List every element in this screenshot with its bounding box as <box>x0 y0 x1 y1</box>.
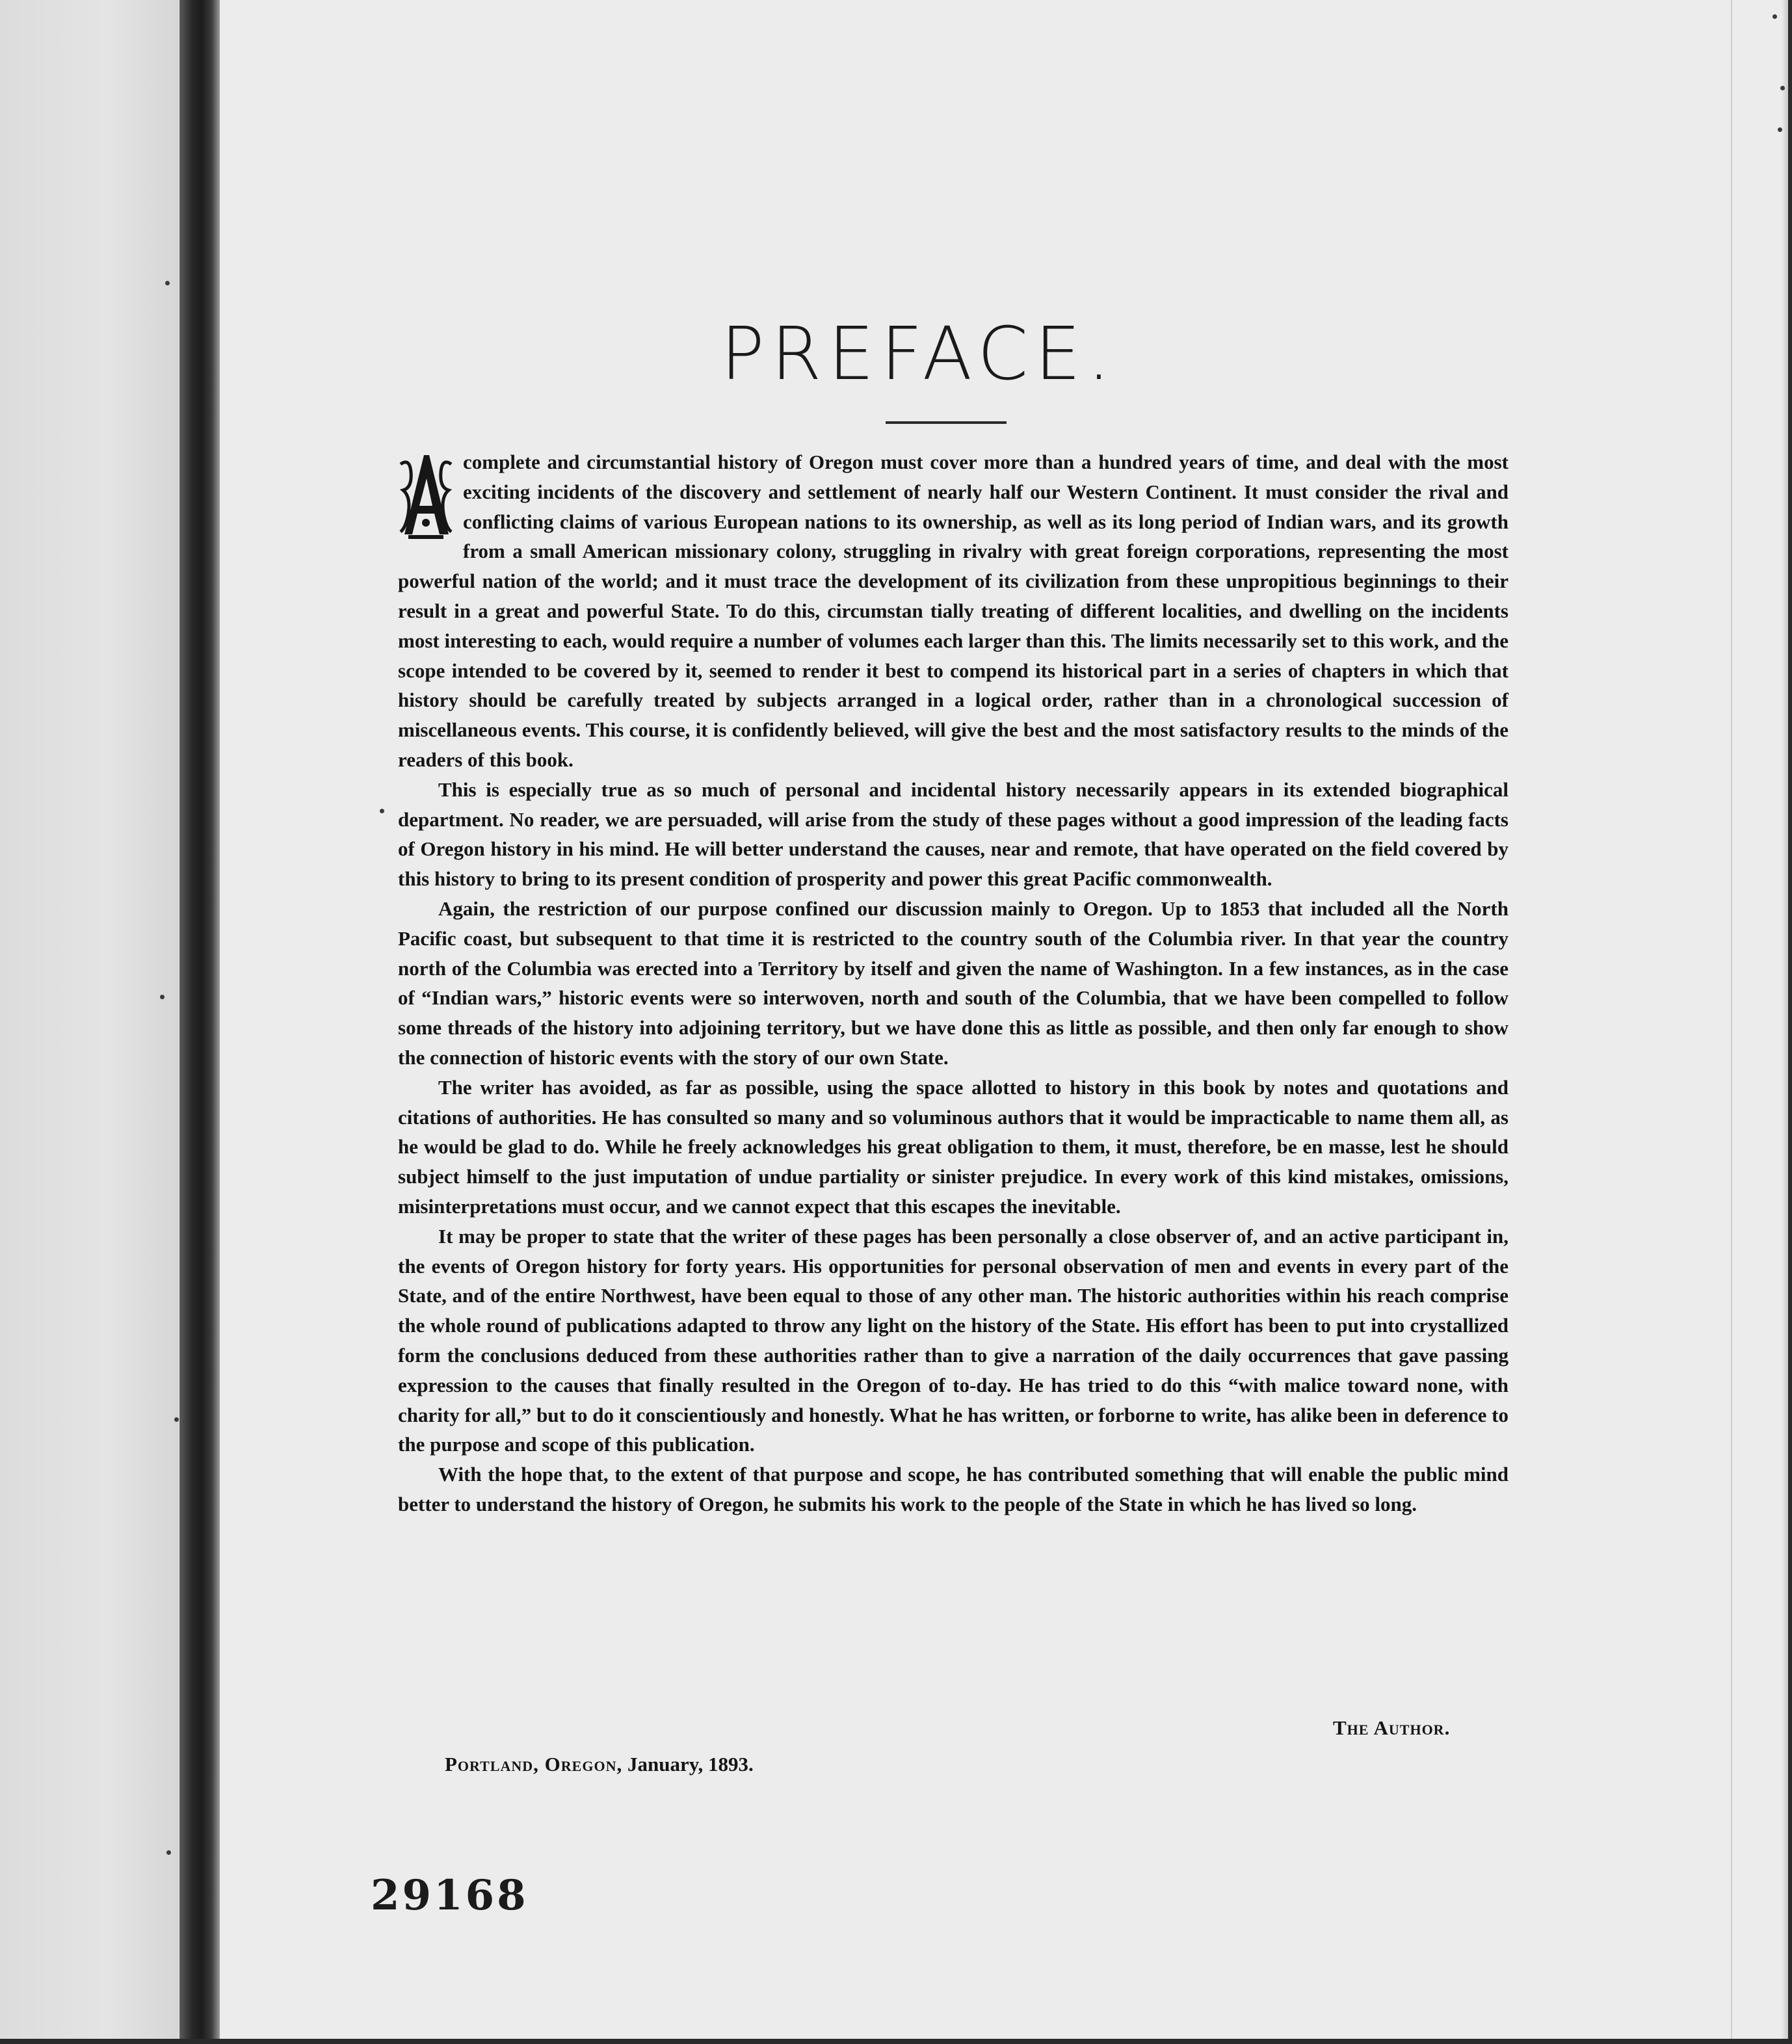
scan-speck <box>380 809 384 813</box>
binding-gutter-shadow <box>179 0 220 2044</box>
ornamental-dropcap-a <box>398 451 454 540</box>
page-bottom-edge <box>0 2039 1792 2044</box>
page-fold-line <box>1731 0 1732 2044</box>
scan-speck <box>174 1417 179 1422</box>
preface-body <box>398 447 1509 1519</box>
paragraph-4: The writer has avoided, as far as possible, using the space allotted to history in this book by notes and quotations and citations of authorities. He has consulted so many and so voluminous authors that it would be impracticable to name them all, as he would be glad to do. While he freely acknowledges his great obligation to them, it must, therefore, be en masse, lest he should subject himself to the just imputation of undue partiality or sinister prejudice. In every work of this kind mistakes, omissions, misinterpretations must occur, and we cannot expect that this escapes the inevitable. <box>398 1075 1509 1218</box>
dateline <box>445 1753 754 1776</box>
page-title: PREFACE. <box>720 312 1117 397</box>
paragraph-1 <box>398 447 1509 775</box>
scan-speck <box>165 281 170 285</box>
scan-speck <box>1772 14 1777 19</box>
dateline-place: Portland, Oregon, <box>445 1753 623 1775</box>
dateline-date: January, 1893. <box>622 1753 754 1775</box>
page-right-edge <box>1788 0 1792 2044</box>
author-signature: The Author. <box>1333 1716 1451 1739</box>
paragraph-2: This is especially true as so much of personal and incidental history necessarily appears in its extended biographical department. No reader, we are persuaded, will arise from the study of these pages without a good impression of the leading facts of Oregon history in his mind. He will better understand the causes, near and remote, that have operated on the field covered by this history to bring to its present condition of prosperity and power this great Pacific commonwealth. <box>398 778 1509 891</box>
catalog-number-stamp: 29168 <box>371 1871 529 1920</box>
page-edge-shadow <box>1782 0 1788 2044</box>
paragraph-6: With the hope that, to the extent of that purpose and scope, he has contributed something that will enable the public mind better to understand the history of Oregon, he submits his work to the people of the State in which he has lived so long. <box>398 1463 1509 1515</box>
scan-speck <box>1778 127 1782 132</box>
binding-margin <box>0 0 179 2044</box>
paragraph-5: It may be proper to state that the writer of these pages has been personally a close observer of, and an active participant in, the events of Oregon history for forty years. His opportunities for personal observation of men and events in every part of the State, and of the entire Northwest, have been equal to those of any other man. The historic authorities within his reach comprise the whole round of publications adapted to throw any light on the history of the State. His effort has been to put into crystallized form the conclusions deduced from these authorities rather than to give a narration of the daily occurrences that gave passing expression to the causes that finally resulted in the Oregon of to-day. He has tried to do this “with malice toward none, with charity for all,” but to do it conscientiously and honestly. What he has written, or forborne to write, has alike been in deference to the purpose and scope of this publication. <box>398 1224 1509 1456</box>
paragraph-3: Again, the restriction of our purpose confined our discussion mainly to Oregon. Up to 1853 that included all the North Pacific coast, but subsequent to that time it is restricted to the country south of the Columbia river. In that year the country north of the Columbia was erected into a Territory by itself and given the name of Washington. In a few instances, as in the case of “Indian wars,” historic events were so interwoven, north and south of the Columbia, that we have been compelled to follow some threads of the history into adjoining territory, but we have done this as little as possible, and then only far enough to show the connection of historic events with the story of our own State. <box>398 897 1509 1069</box>
scan-speck <box>166 1850 171 1855</box>
scan-speck <box>160 995 165 999</box>
scan-speck <box>1780 86 1785 90</box>
title-rule <box>886 421 1007 424</box>
paragraph-1-text: complete and circumstantial history of Oregon must cover more than a hundred years of time, and deal with the most exciting incidents of the discovery and settlement of nearly half our Western Continent. It must consider the rival and conflicting claims of various European nations to its ownership, as well as its long period of Indian wars, and its growth from a small American missionary colony, struggling in rivalry with great foreign corporations, representing the most powerful nation of the world; and it must trace the development of its civilization from these unpropitious beginnings to their result in a great and powerful State. To do this, circumstan tially treating of different localities, and dwelling on the incidents most interesting to each, would require a number of volumes each larger than this. The limits necessarily set to this work, and the scope intended to be covered by it, seemed to render it best to compend its historical part in a series of chapters in which that history should be carefully treated by subjects arranged in a logical order, rather than in a chronological succession of miscellaneous events. This course, it is confidently believed, will give the best and the most satisfactory results to the minds of the readers of this book. <box>398 451 1509 771</box>
